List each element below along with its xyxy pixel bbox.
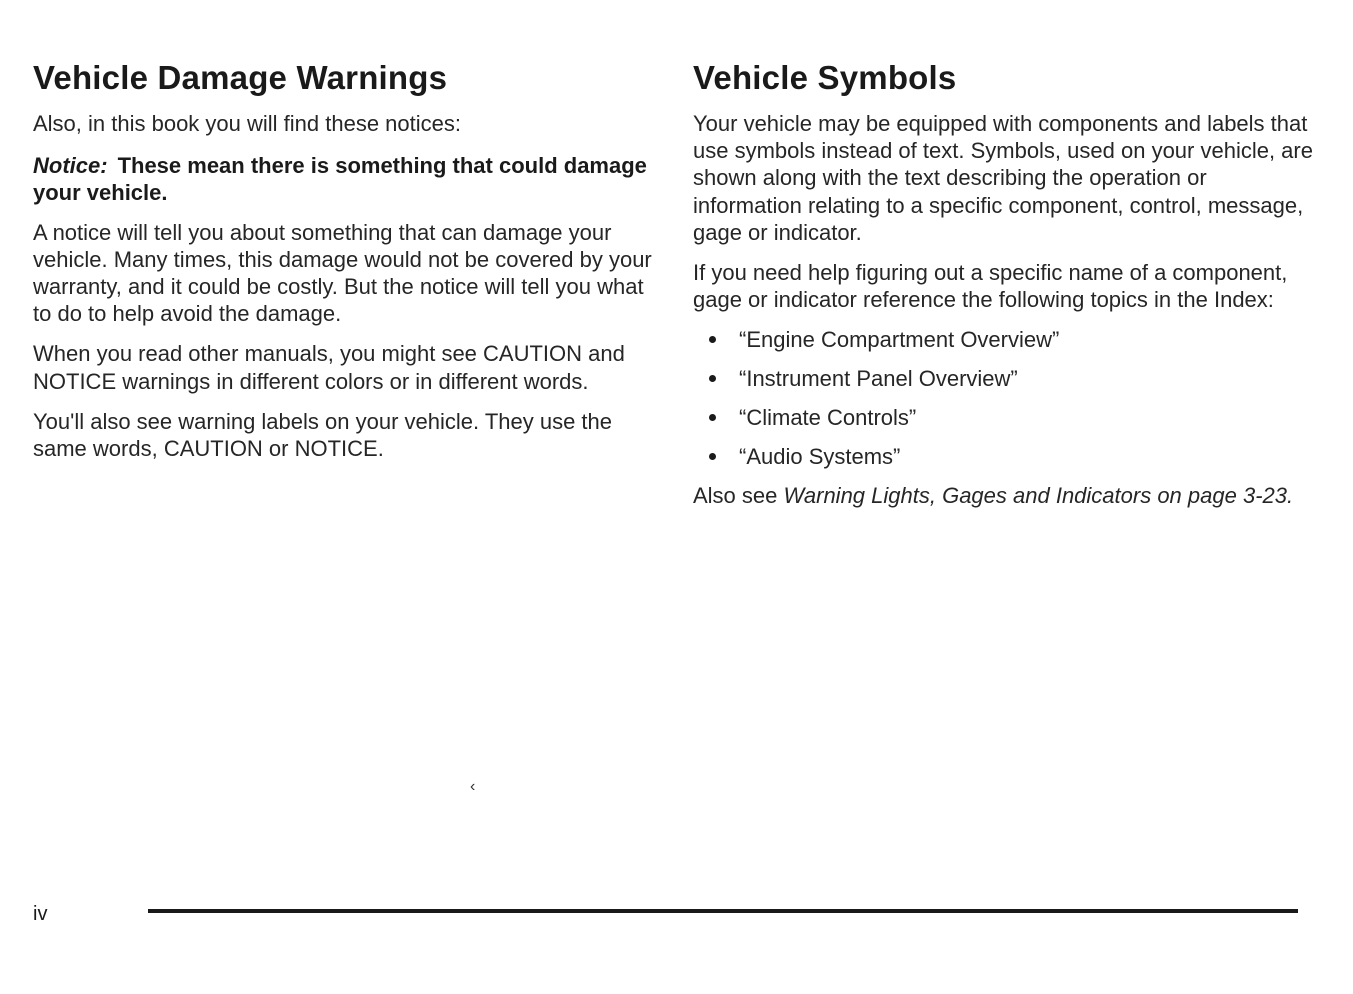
index-topics-list — [693, 326, 1313, 470]
list-item — [693, 443, 1313, 470]
manuals-paragraph: When you read other manuals, you might see CAUTION and NOTICE warnings in different colors or in different words. — [33, 341, 625, 394]
index-paragraph: If you need help figuring out a specific name of a component, gage or indicator reference the following topics in the Index: — [693, 260, 1288, 313]
footer-rule — [148, 909, 1298, 913]
topic-label: “Engine Compartment Overview” — [739, 327, 1060, 353]
notice-definition — [33, 152, 653, 206]
bullet-icon — [709, 336, 716, 343]
bullet-icon — [709, 375, 716, 382]
notice-text: These mean there is something that could damage your vehicle. — [33, 153, 647, 206]
list-item — [693, 365, 1313, 392]
notice-label: Notice: — [33, 153, 108, 179]
intro-text: Also, in this book you will find these notices: — [33, 111, 462, 136]
topic-label: “Instrument Panel Overview” — [739, 366, 1018, 392]
see-also-paragraph — [693, 482, 1313, 509]
section-heading-damage-warnings: Vehicle Damage Warnings — [33, 59, 448, 96]
bullet-icon — [709, 453, 716, 460]
see-also-reference: Warning Lights, Gages and Indicators on page 3-23. — [783, 483, 1294, 509]
topic-label: “Audio Systems” — [739, 444, 901, 470]
topic-label: “Climate Controls” — [739, 405, 917, 431]
see-also-prefix: Also see — [693, 483, 778, 509]
list-item — [693, 404, 1313, 431]
notice-paragraph: A notice will tell you about something that can damage your vehicle. Many times, this damage would not be covered by your warranty, and it could be costly. But the notice will tell you what to do to help avoid the damage. — [33, 219, 652, 327]
stray-mark: ‹ — [470, 778, 476, 795]
labels-paragraph: You'll also see warning labels on your vehicle. They use the same words, CAUTION or NOTICE. — [33, 408, 613, 462]
list-item — [693, 326, 1313, 353]
page-number: iv — [33, 903, 48, 925]
bullet-icon — [709, 414, 716, 421]
symbols-paragraph: Your vehicle may be equipped with components and labels that use symbols instead of text. Symbols, used on your vehicle, are shown along with the text describing the operation or information relating to a specific component, control, message, gage or indicator. — [693, 111, 1313, 245]
right-column — [693, 58, 1313, 523]
left-column — [33, 58, 653, 475]
section-heading-vehicle-symbols: Vehicle Symbols — [693, 59, 957, 96]
